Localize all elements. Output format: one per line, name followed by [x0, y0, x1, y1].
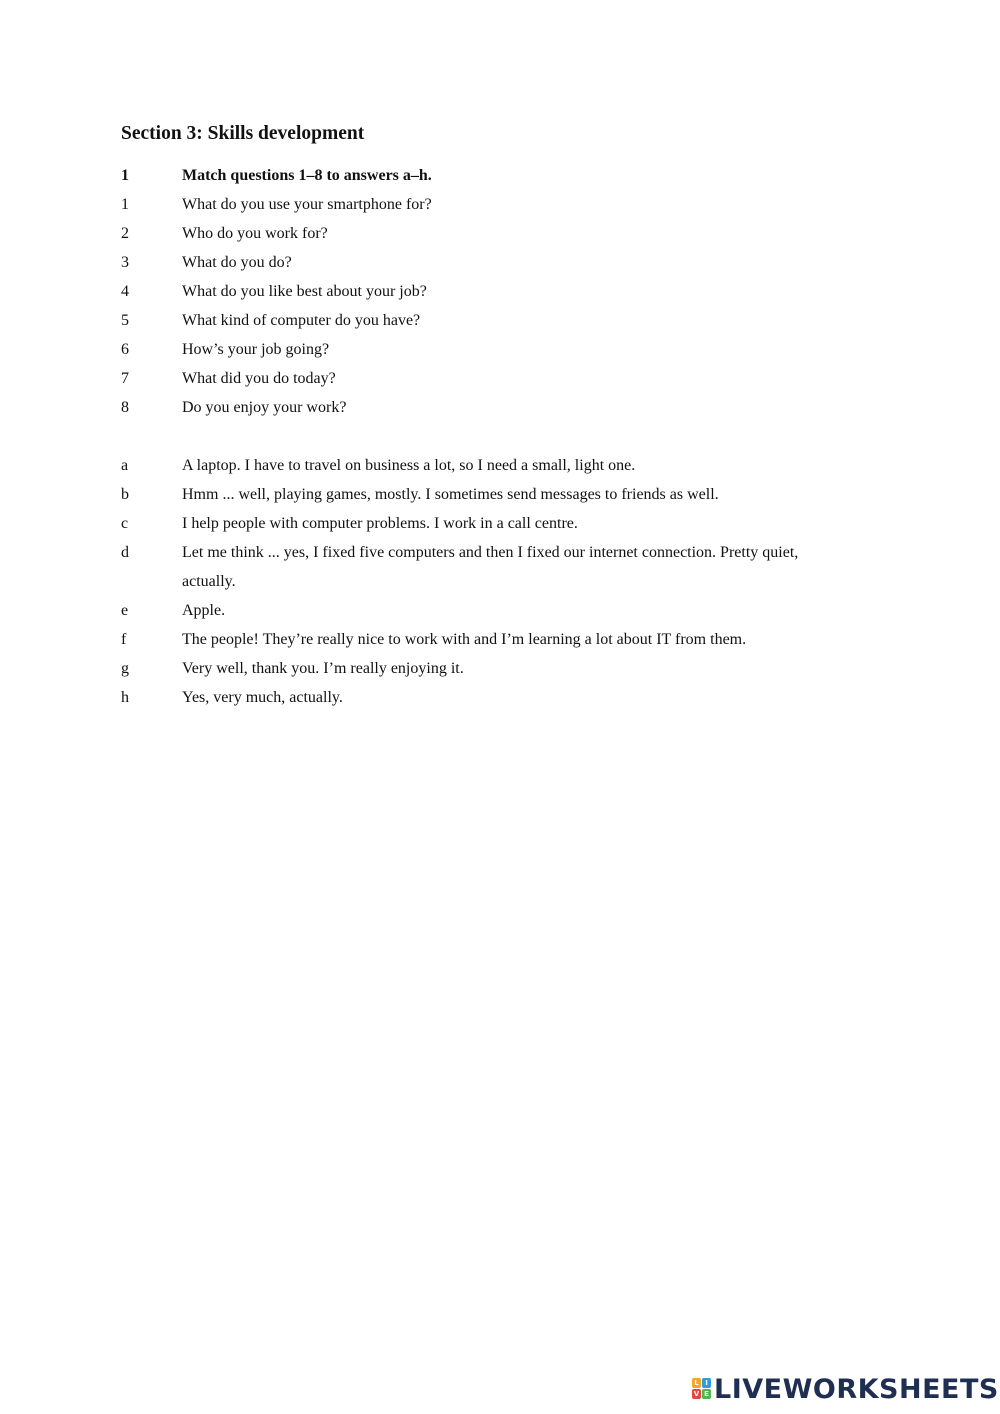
- answer-text: Apple.: [182, 602, 226, 619]
- question-item: [121, 277, 821, 306]
- question-text: Do you enjoy your work?: [182, 399, 347, 416]
- question-label: 7: [121, 370, 129, 387]
- exercise-heading: [121, 161, 821, 190]
- answer-text: Let me think ... yes, I fixed five computers and then I fixed our internet connection. Pretty quiet, actually.: [182, 544, 799, 590]
- answer-item: [121, 654, 821, 683]
- answer-label: e: [121, 602, 129, 619]
- question-label: 1: [121, 196, 129, 213]
- liveworksheets-mark-icon: [692, 1378, 712, 1400]
- exercise-number: 1: [121, 167, 129, 184]
- answer-label: c: [121, 515, 129, 532]
- question-label: 5: [121, 312, 129, 329]
- exercise-instruction: Match questions 1–8 to answers a–h.: [182, 167, 432, 184]
- answer-item: [121, 451, 821, 480]
- answer-label: d: [121, 544, 129, 561]
- answer-label: a: [121, 457, 129, 474]
- question-label: 6: [121, 341, 129, 358]
- question-item: [121, 190, 821, 219]
- question-item: [121, 393, 821, 422]
- question-label: 4: [121, 283, 129, 300]
- question-text: What kind of computer do you have?: [182, 312, 421, 329]
- question-text: How’s your job going?: [182, 341, 330, 358]
- answer-label: f: [121, 631, 127, 648]
- logo-tile: I: [702, 1378, 711, 1388]
- answer-text: I help people with computer problems. I work in a call centre.: [182, 515, 578, 532]
- question-label: 2: [121, 225, 129, 242]
- question-text: What do you use your smartphone for?: [182, 196, 432, 213]
- answer-item: [121, 480, 821, 509]
- answer-text: Very well, thank you. I’m really enjoying it.: [182, 660, 464, 677]
- answer-item: [121, 596, 821, 625]
- logo-text: LIVEWORKSHEETS: [714, 1373, 999, 1405]
- answer-item: [121, 625, 821, 654]
- question-item: [121, 219, 821, 248]
- answer-label: b: [121, 486, 129, 503]
- question-text: What do you do?: [182, 254, 292, 271]
- question-text: What do you like best about your job?: [182, 283, 427, 300]
- question-text: What did you do today?: [182, 370, 336, 387]
- question-label: 3: [121, 254, 129, 271]
- question-text: Who do you work for?: [182, 225, 328, 242]
- answer-text: The people! They’re really nice to work with and I’m learning a lot about IT from them.: [182, 631, 747, 648]
- question-item: [121, 364, 821, 393]
- question-label: 8: [121, 399, 129, 416]
- answer-item: [121, 683, 821, 712]
- answer-text: A laptop. I have to travel on business a lot, so I need a small, light one.: [182, 457, 636, 474]
- liveworksheets-logo[interactable]: [692, 1374, 999, 1404]
- question-item: [121, 335, 821, 364]
- section-title: Section 3: Skills development: [121, 123, 365, 144]
- answer-text: Yes, very much, actually.: [182, 689, 343, 706]
- answer-text: Hmm ... well, playing games, mostly. I sometimes send messages to friends as well.: [182, 486, 719, 503]
- answer-label: h: [121, 689, 129, 706]
- question-item: [121, 306, 821, 335]
- answer-item: [121, 509, 821, 538]
- logo-tile: E: [702, 1389, 711, 1399]
- logo-tile: L: [692, 1378, 701, 1388]
- answer-label: g: [121, 660, 129, 677]
- logo-tile: V: [693, 1390, 700, 1398]
- answer-item: [121, 538, 801, 596]
- question-item: [121, 248, 821, 277]
